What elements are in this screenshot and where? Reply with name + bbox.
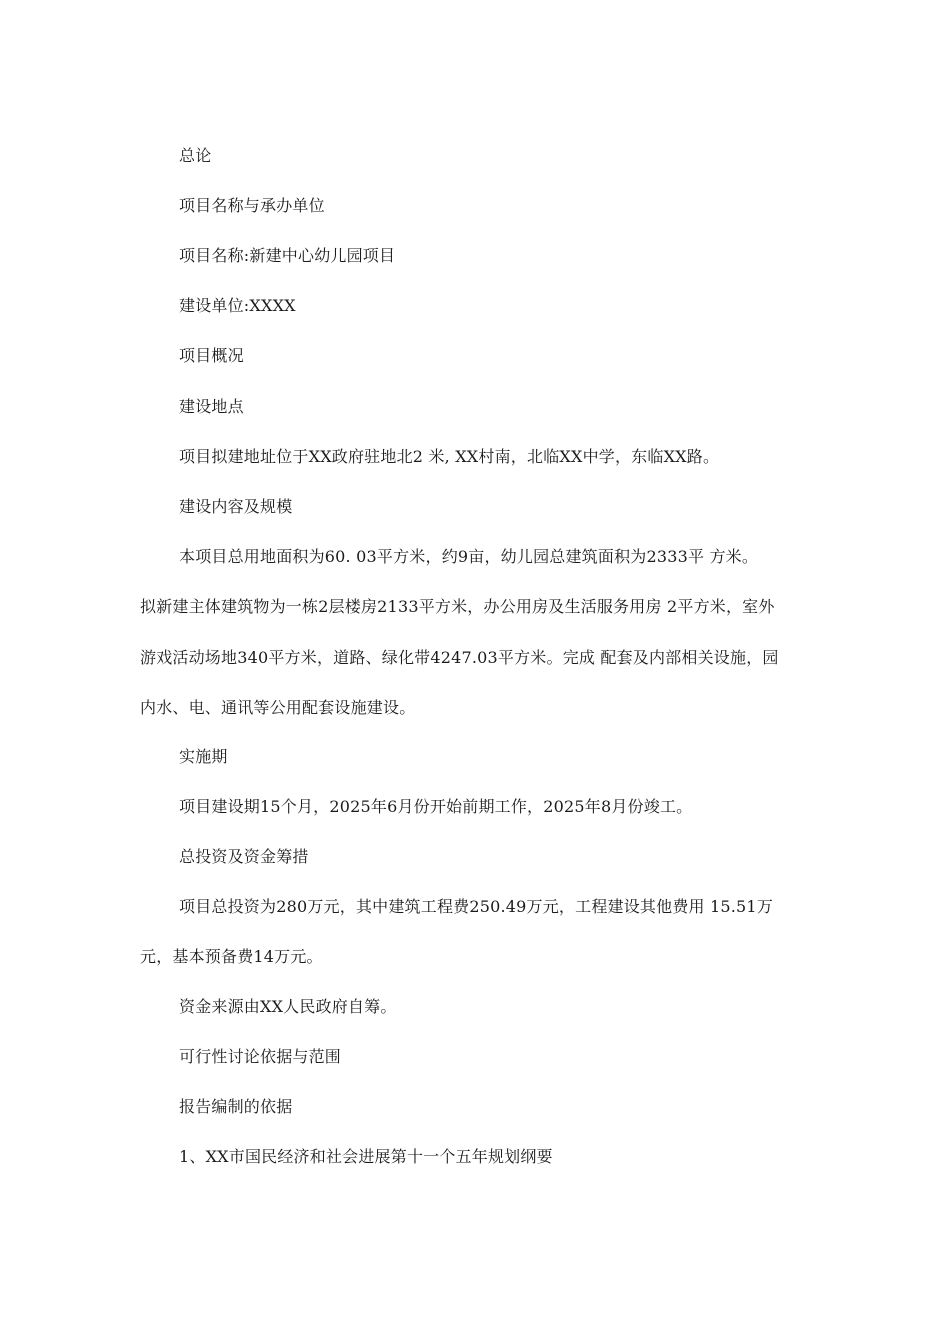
heading-scale: 建设内容及规模 [179, 497, 293, 516]
scale-paragraph-line-2: 拟新建主体建筑物为一栋2层楼房2133平方米，办公用房及生活服务用房 2平方米，室外 [140, 597, 775, 616]
basis-list-item: 1、XX市国民经济和社会进展第十一个五年规划纲要 [179, 1147, 553, 1166]
builder-unit: 建设单位:XXXX [179, 296, 296, 315]
funding-paragraph: 资金来源由XX人民政府自筹。 [179, 997, 397, 1016]
heading-location: 建设地点 [179, 397, 244, 416]
investment-paragraph-line-1: 项目总投资为280万元，其中建筑工程费250.49万元，工程建设其他费用 15.51万 [179, 897, 774, 916]
investment-paragraph-line-2: 元，基本预备费14万元。 [140, 947, 323, 966]
location-paragraph: 项目拟建地址位于XX政府驻地北2 米, XX村南，北临XX中学，东临XX路。 [179, 447, 720, 466]
heading-investment: 总投资及资金筹措 [179, 847, 309, 866]
scale-paragraph-line-3: 游戏活动场地340平方米，道路、绿化带4247.03平方米。完成 配套及内部相关设施，园 [140, 648, 779, 667]
heading-basis-scope: 可行性讨论依据与范围 [179, 1047, 342, 1066]
heading-name-unit: 项目名称与承办单位 [179, 196, 325, 215]
heading-period: 实施期 [179, 747, 228, 766]
heading-overview: 项目概况 [179, 346, 244, 365]
project-name: 项目名称:新建中心幼儿园项目 [179, 246, 396, 265]
period-paragraph: 项目建设期15个月，2025年6月份开始前期工作，2025年8月份竣工。 [179, 797, 693, 816]
heading-report-basis: 报告编制的依据 [179, 1097, 293, 1116]
heading-general: 总论 [179, 146, 212, 165]
scale-paragraph-line-4: 内水、电、通讯等公用配套设施建设。 [140, 698, 416, 717]
scale-paragraph-line-1: 本项目总用地面积为60. 03平方米，约9亩，幼儿园总建筑面积为2333平 方米。 [179, 547, 759, 566]
